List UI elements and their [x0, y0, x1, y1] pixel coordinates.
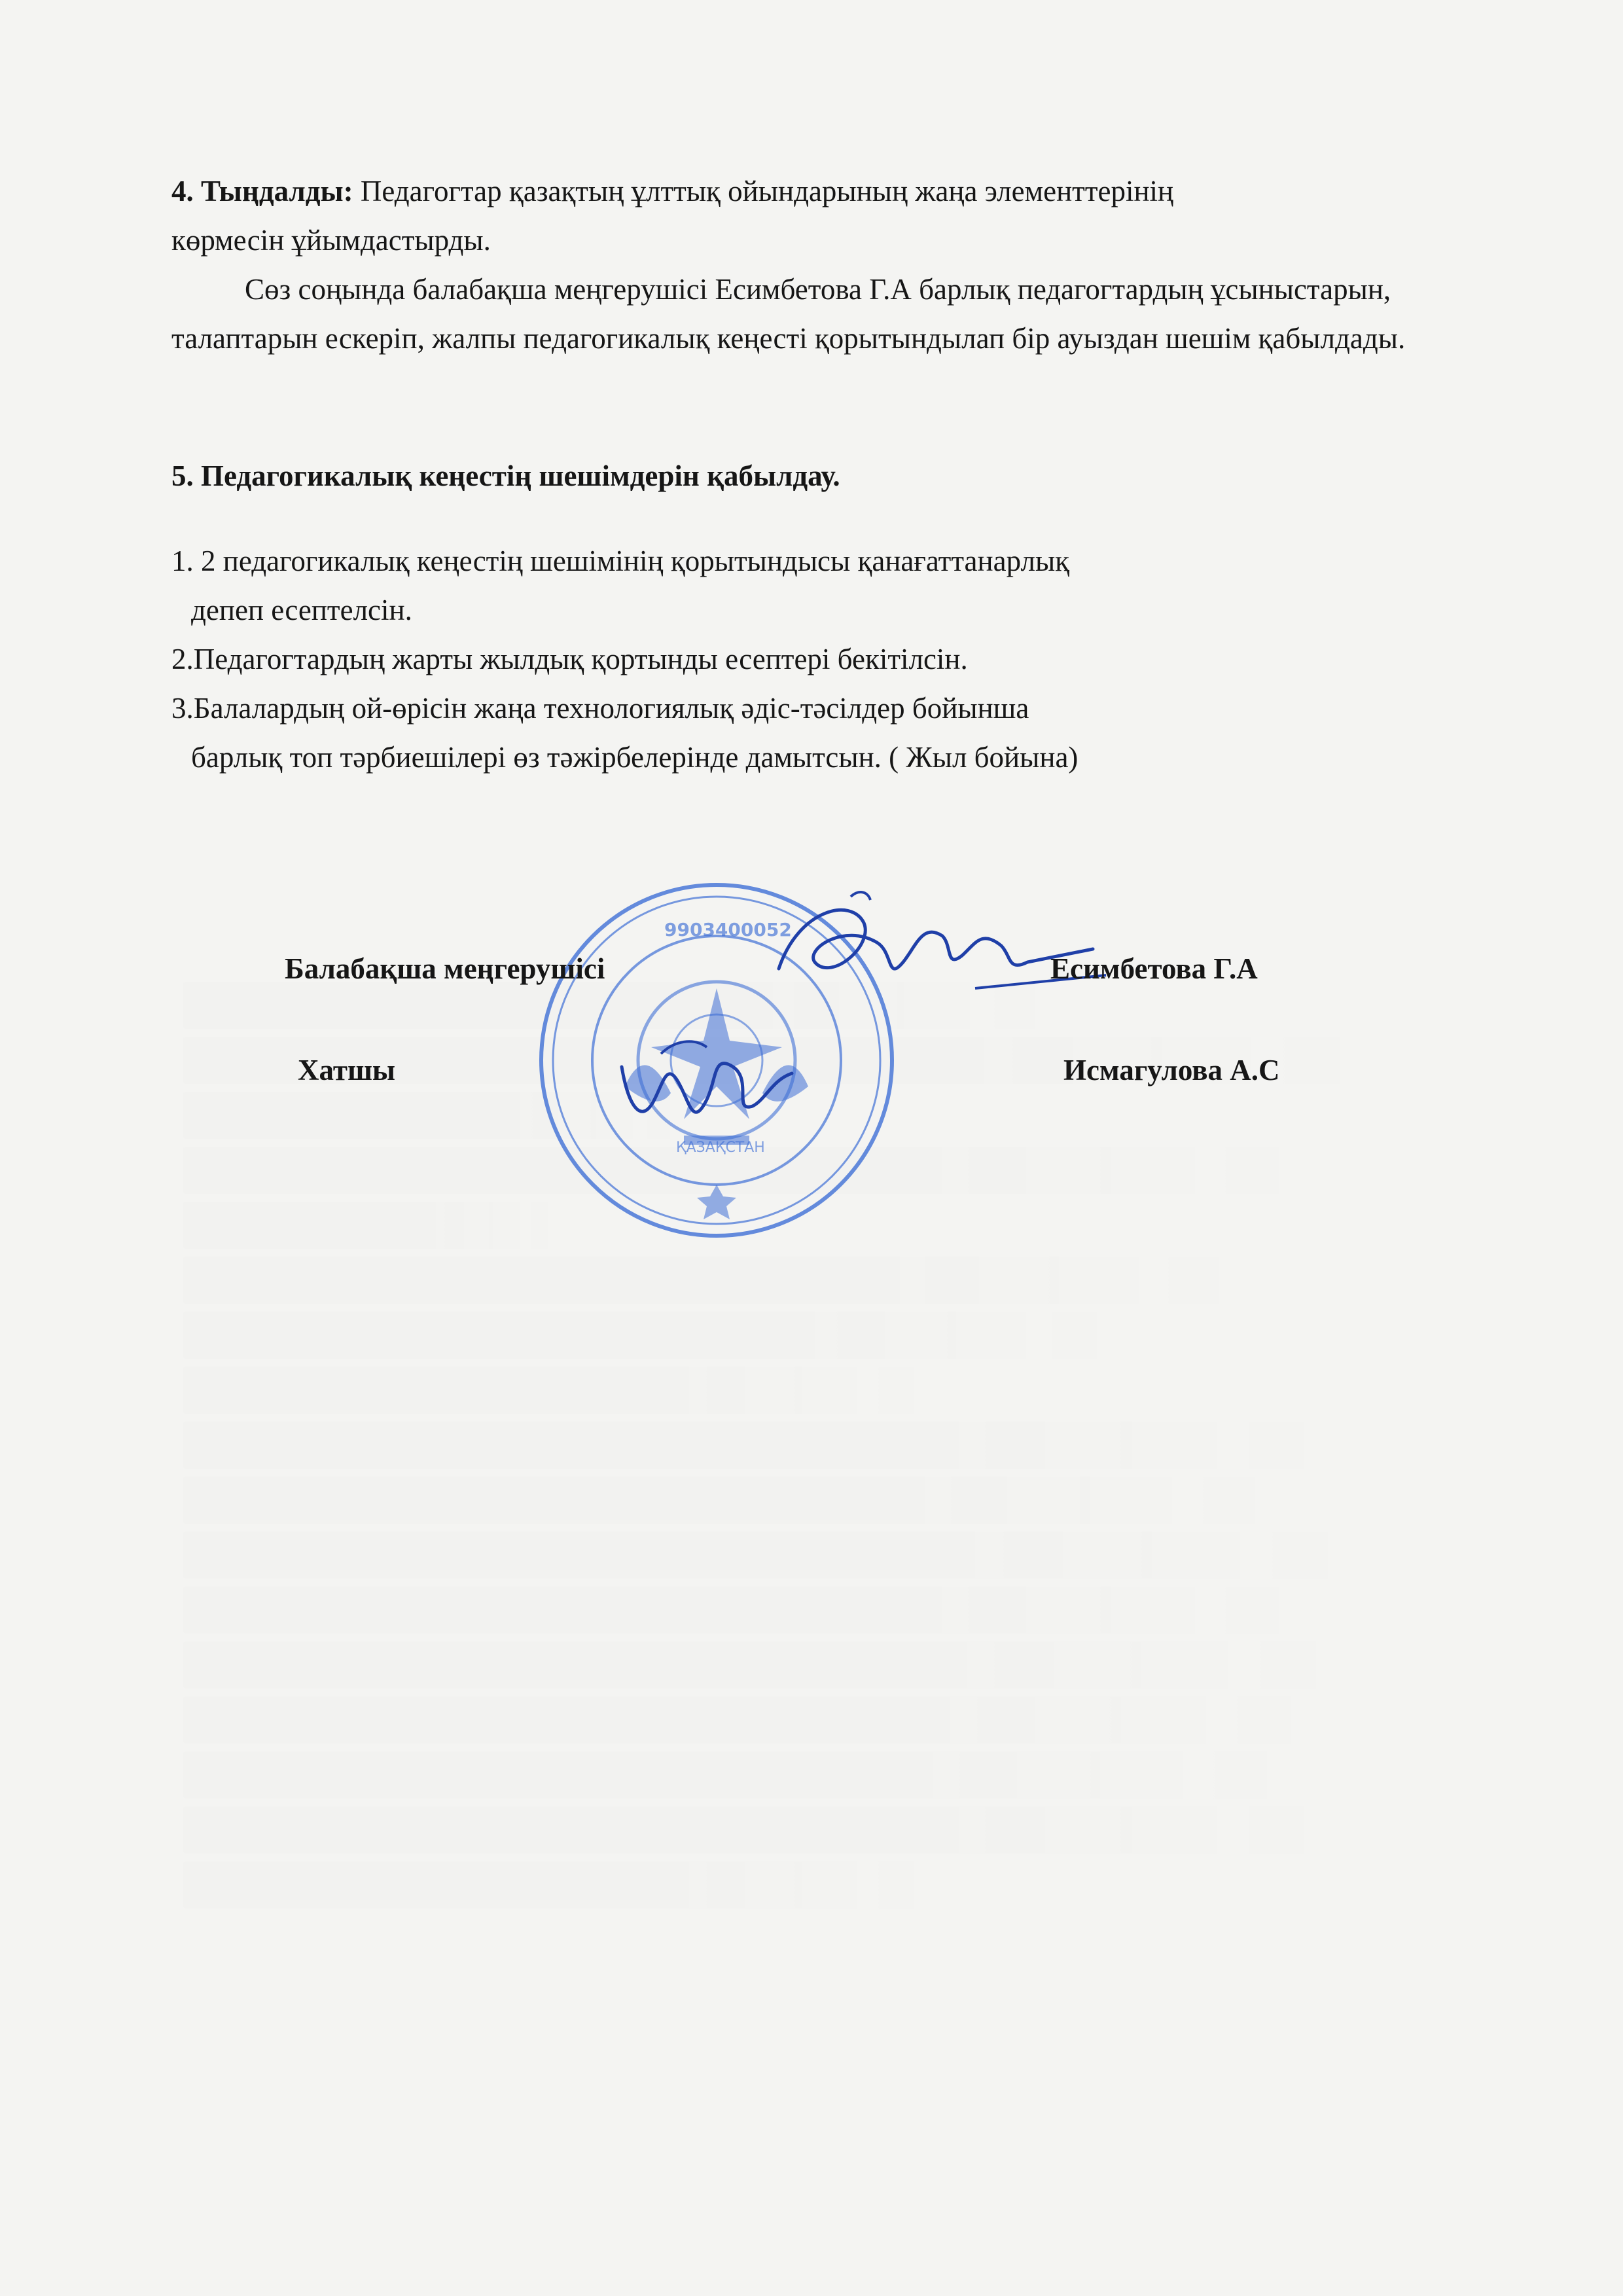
- closing-paragraph: [171, 265, 1520, 363]
- decision-1-cont: депеп есептелсін.: [191, 594, 412, 626]
- section-4-text-line1: Педагогтар қазақтың ұлттық ойындарының жаңа элементтерінің: [353, 175, 1174, 207]
- section-4-paragraph: [171, 167, 1520, 265]
- seal-country: ҚАЗАҚСТАН: [676, 1139, 765, 1156]
- seal-number: 9903400052: [664, 919, 792, 941]
- decision-1: 1. 2 педагогикалық кеңестің шешімінің қорытындысы қанағаттанарлық: [171, 545, 1070, 577]
- secretary-name: Исмагулова А.С: [1063, 1054, 1280, 1086]
- decision-3-cont: барлық топ тәрбиешілері өз тәжірбелерінде дамытсын. ( Жыл бойына): [191, 741, 1079, 774]
- closing-text: Сөз соңында балабақша меңгерушісі Есимбетова Г.А барлық педагогтардың ұсыныстарын, талаптарын ескеріп, жалпы педагогикалық кеңесті қорытындылап бір ауыздан шешім қабылдады.: [171, 273, 1406, 355]
- decision-3: 3.Балалардың ой-өрісін жаңа технологиялық әдіс-тәсілдер бойынша: [171, 692, 1029, 725]
- section-5-heading: 5. Педагогикалық кеңестің шешімдерін қабылдау.: [171, 459, 840, 492]
- head-label: Балабақша меңгерушісі: [285, 952, 605, 985]
- secretary-label: Хатшы: [298, 1054, 396, 1086]
- decision-2: 2.Педагогтардың жарты жылдық қортынды есептері бекітілсін.: [171, 643, 968, 675]
- head-name: Есимбетова Г.А: [1050, 952, 1258, 985]
- decisions-list: [171, 537, 1520, 782]
- secretary-signature: [602, 1028, 812, 1139]
- section-4-heading: 4. Тыңдалды:: [171, 175, 353, 207]
- section-4-text-line2: көрмесін ұйымдастырды.: [171, 224, 491, 257]
